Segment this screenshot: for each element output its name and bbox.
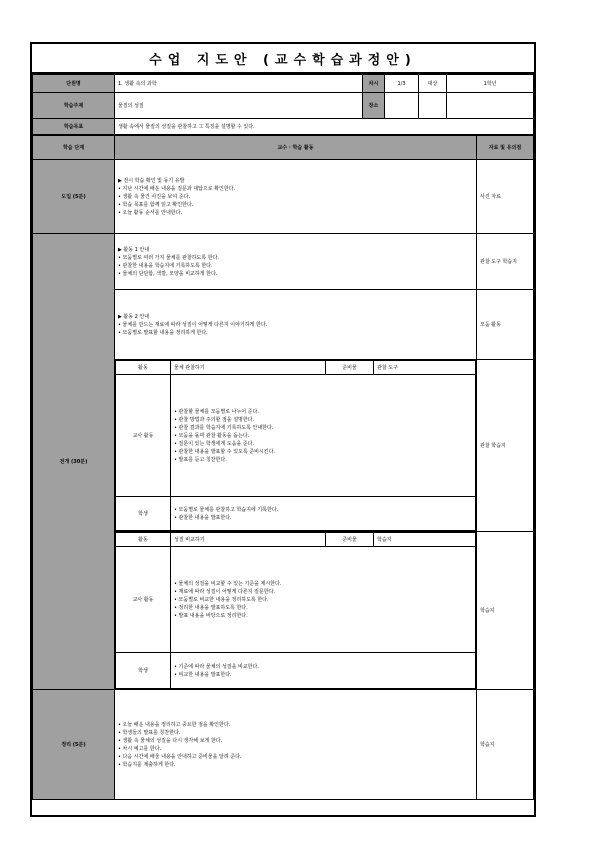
unit-label: 단원명: [33, 75, 115, 93]
subtable-1-row-label: 교사 활동: [116, 375, 171, 497]
stage-development: 전개 (30분): [33, 234, 115, 690]
subtable-1-row-label: 학생: [116, 497, 171, 531]
place-cell-3: [447, 93, 534, 119]
list-item: • 모둠별로 물체를 관찰하고 학습지에 기록한다.: [174, 506, 279, 513]
dev-line: • 모둠별로 여러 가지 물체를 관찰하도록 한다.: [118, 254, 220, 261]
subtable-2-row-content: [171, 653, 476, 689]
header-table: [32, 74, 534, 135]
subtable-2-head: 학습지: [374, 533, 476, 547]
subtable-2-note: 학습지: [477, 532, 534, 690]
subtable-2: [115, 532, 476, 689]
dev-activity-1: [115, 234, 477, 290]
list-item: • 질문이 있는 학생에게 도움을 준다.: [174, 440, 255, 447]
document-title: 수업 지도안 (교수학습과정안): [32, 44, 534, 74]
target-value: 1학년: [447, 75, 534, 93]
period-label: 차시: [363, 75, 385, 93]
intro-activities: [115, 160, 477, 234]
subtable-2-head: 활동: [116, 533, 171, 547]
subtable-1-row-content: [171, 497, 476, 531]
subtable-1-cell: [115, 360, 477, 532]
topic-label: 학습주제: [33, 93, 115, 119]
wrapup-line: • 생활 속 물체의 성질을 다시 생각해 보게 한다.: [118, 737, 223, 744]
subtable-1-head: 활동: [116, 361, 171, 375]
col-note-header: 자료 및 유의점: [477, 136, 534, 160]
subtable-2-head: 준비물: [326, 533, 374, 547]
lesson-plan-page: [30, 42, 536, 817]
dev-activity-2: [115, 290, 477, 360]
list-item: • 발표 내용을 바탕으로 정리한다.: [174, 612, 248, 619]
topic-value: 물질의 성질: [115, 93, 363, 119]
objective-value: 생활 속에서 물질의 성질을 관찰하고 그 특징을 설명할 수 있다.: [115, 119, 534, 135]
wrapup-line: • 오늘 배운 내용을 정리하고 중요한 점을 확인한다.: [118, 721, 231, 728]
list-item: • 발표를 듣고 칭찬한다.: [174, 456, 227, 463]
wrapup-line: • 다음 시간에 배울 내용을 안내하고 준비물을 알려 준다.: [118, 753, 242, 760]
dev-note-1: 관찰 도구 학습지: [477, 234, 534, 290]
subtable-1-row-content: [171, 375, 476, 497]
wrapup-activities: [115, 690, 477, 800]
intro-line: • 생활 속 물건 사진을 보여 준다.: [118, 193, 191, 200]
subtable-1-note: 관찰 학습지: [477, 360, 534, 532]
list-item: • 모둠별로 비교한 내용을 정리하도록 한다.: [174, 596, 269, 603]
subtable-1-head: 준비물: [326, 361, 374, 375]
period-value: 1/3: [385, 75, 419, 93]
list-item: • 관찰 방법과 주의할 점을 설명한다.: [174, 416, 255, 423]
unit-value: 1. 생활 속의 과학: [115, 75, 363, 93]
list-item: • 모둠을 돌며 관찰 활동을 돕는다.: [174, 432, 250, 439]
subtable-2-row-label: 교사 활동: [116, 547, 171, 653]
intro-line: • 오늘 활동 순서를 안내한다.: [118, 209, 183, 216]
objective-label: 학습목표: [33, 119, 115, 135]
stage-intro: 도입 (5분): [33, 160, 115, 234]
dev-line: • 관찰한 내용을 학습지에 기록하도록 한다.: [118, 262, 213, 269]
intro-note: 사진 자료: [477, 160, 534, 234]
place-cell-2: [419, 93, 447, 119]
place-cell-1: [385, 93, 419, 119]
subtable-2-row-content: [171, 547, 476, 653]
list-item: • 비교한 내용을 발표한다.: [174, 671, 232, 678]
col-stage-header: 학습 단계: [33, 136, 115, 160]
list-item: • 정리한 내용을 발표하도록 한다.: [174, 604, 248, 611]
dev-heading: ▶ 활동 2 안내: [118, 313, 150, 320]
list-item: • 관찰한 내용을 발표할 수 있도록 준비시킨다.: [174, 448, 276, 455]
list-item: • 관찰 결과를 학습지에 기록하도록 안내한다.: [174, 424, 274, 431]
list-item: • 기준에 따라 물체의 성질을 비교한다.: [174, 663, 259, 670]
dev-note-2: 모둠 활동: [477, 290, 534, 360]
main-table: [32, 135, 534, 800]
place-label: 장소: [363, 93, 385, 119]
wrapup-line: • 차시 예고를 한다.: [118, 745, 162, 752]
dev-line: • 물체를 만드는 재료에 따라 성질이 어떻게 다른지 이야기하게 한다.: [118, 321, 268, 328]
dev-line: • 모둠별로 발표할 내용을 정리하게 한다.: [118, 329, 208, 336]
wrapup-note: 학습지: [477, 690, 534, 800]
intro-heading: ▶ 전시 학습 확인 및 동기 유발: [118, 177, 185, 184]
intro-line: • 지난 시간에 배운 내용을 질문과 대답으로 확인한다.: [118, 185, 236, 192]
list-item: • 물체의 성질을 비교할 수 있는 기준을 제시한다.: [174, 580, 282, 587]
dev-line: • 물체의 단단함, 색깔, 모양을 비교하게 한다.: [118, 270, 218, 277]
subtable-2-row-label: 학생: [116, 653, 171, 689]
wrapup-line: • 학생들의 발표를 칭찬한다.: [118, 729, 181, 736]
subtable-2-head: 성질 비교하기: [171, 533, 326, 547]
subtable-1: [115, 360, 476, 531]
dev-heading: ▶ 활동 1 안내: [118, 246, 150, 253]
subtable-1-head: 관찰 도구: [374, 361, 476, 375]
list-item: • 관찰한 내용을 발표한다.: [174, 514, 232, 521]
col-activity-header: 교수 · 학습 활동: [115, 136, 477, 160]
target-label: 대상: [419, 75, 447, 93]
subtable-1-head: 물체 관찰하기: [171, 361, 326, 375]
intro-line: • 학습 목표를 함께 읽고 확인한다.: [118, 201, 194, 208]
subtable-2-cell: [115, 532, 477, 690]
wrapup-line: • 학습지를 제출하게 한다.: [118, 761, 176, 768]
list-item: • 재료에 따라 성질이 어떻게 다른지 질문한다.: [174, 588, 276, 595]
list-item: • 관찰할 물체를 모둠별로 나누어 준다.: [174, 408, 259, 415]
stage-wrapup: 정리 (5분): [33, 690, 115, 800]
